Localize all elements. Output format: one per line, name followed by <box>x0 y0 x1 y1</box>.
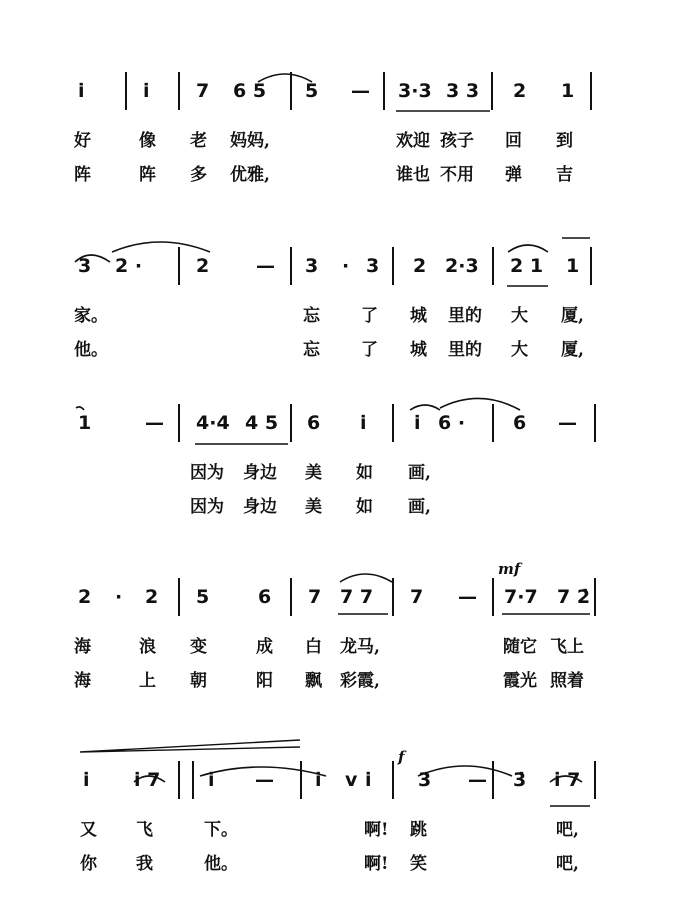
jianpu-note: — <box>145 412 164 434</box>
jianpu-note: 2·3 <box>445 255 479 277</box>
lyric-verse-2: 优雅, <box>230 165 270 185</box>
lyric-verse-2: 笑 <box>410 854 427 874</box>
lyric-verse-2: 他。 <box>204 854 238 874</box>
lyric-verse-1: 浪 <box>139 637 156 657</box>
slur <box>75 255 110 262</box>
lyric-verse-1: 又 <box>80 820 97 840</box>
jianpu-note: i̇ <box>414 412 421 434</box>
jianpu-note: 6 5 <box>233 80 267 102</box>
jianpu-note: 7 <box>410 586 424 608</box>
lyric-verse-1: 身边 <box>243 463 277 483</box>
lyric-verse-2: 身边 <box>243 497 277 517</box>
slur <box>340 574 392 582</box>
jianpu-note: v <box>345 769 358 791</box>
lyric-verse-2: 朝 <box>190 671 207 691</box>
crescendo-hairpin <box>80 740 300 752</box>
slur <box>112 242 210 252</box>
lyric-verse-2: 美 <box>305 497 322 517</box>
lyric-verse-1: 变 <box>190 637 207 657</box>
jianpu-note: 3·3 <box>398 80 432 102</box>
lyric-verse-2: 阳 <box>256 671 273 691</box>
lyric-verse-1: 城 <box>410 306 427 326</box>
lyric-verse-2: 如 <box>356 497 373 517</box>
slur <box>508 245 548 252</box>
jianpu-note: i̇ 7 <box>554 769 581 791</box>
jianpu-note: 2 <box>145 586 159 608</box>
jianpu-note: 3 <box>366 255 380 277</box>
lyric-verse-2: 厦, <box>561 340 584 360</box>
lyric-verse-1: 厦, <box>561 306 584 326</box>
lyric-verse-2: 大 <box>511 340 528 360</box>
jianpu-note: 3̇ <box>418 769 432 791</box>
slur <box>258 74 312 82</box>
lyric-verse-1: 飞上 <box>550 637 584 657</box>
lyric-verse-2: 照着 <box>550 671 584 691</box>
jianpu-note: — <box>255 769 274 791</box>
jianpu-note: 2 <box>413 255 427 277</box>
slur <box>134 776 165 782</box>
jianpu-note: 3 <box>78 255 92 277</box>
lyric-verse-1: 龙马, <box>340 637 380 657</box>
jianpu-note: 2 <box>196 255 210 277</box>
lyric-verse-2: 多 <box>190 165 207 185</box>
jianpu-note: 6 · <box>438 412 466 434</box>
jianpu-note: 7 <box>196 80 210 102</box>
jianpu-note: 7 7 <box>340 586 374 608</box>
jianpu-note: 7 <box>308 586 322 608</box>
jianpu-note: i̇ <box>83 769 90 791</box>
lyric-verse-1: 白 <box>305 637 322 657</box>
lyric-verse-2: 你 <box>80 854 97 874</box>
jianpu-note: 3 3 <box>446 80 480 102</box>
lyric-verse-2: 彩霞, <box>340 671 380 691</box>
lyric-verse-2: 啊! <box>364 854 389 874</box>
jianpu-note: — <box>351 80 370 102</box>
jianpu-note: 5 <box>196 586 210 608</box>
jianpu-note: i̇ 7 <box>134 769 161 791</box>
jianpu-note: 6 <box>513 412 527 434</box>
lyric-verse-2: 他。 <box>74 340 108 360</box>
jianpu-note: 5 <box>305 80 319 102</box>
lyric-verse-2: 谁也 <box>396 165 430 185</box>
jianpu-note: — <box>256 255 275 277</box>
lyric-verse-1: 海 <box>74 637 91 657</box>
lyric-verse-2: 阵 <box>139 165 156 185</box>
jianpu-note: 6 <box>307 412 321 434</box>
jianpu-note: · <box>115 586 123 608</box>
lyric-verse-2: 忘 <box>303 340 320 360</box>
lyric-verse-2: 弹 <box>505 165 522 185</box>
lyric-verse-1: 了 <box>361 306 378 326</box>
slur <box>418 766 512 776</box>
jianpu-note: 1 <box>561 80 575 102</box>
jianpu-note: 1 <box>566 255 580 277</box>
lyric-verse-1: 好 <box>74 131 91 151</box>
lyric-verse-2: 飘 <box>305 671 322 691</box>
jianpu-note: 3̇ <box>513 769 527 791</box>
lyric-verse-2: 霞光 <box>503 671 537 691</box>
dynamic-mark: mf <box>498 560 521 578</box>
slur <box>440 398 520 410</box>
lyric-verse-1: 随它 <box>503 637 537 657</box>
jianpu-note: i̇ <box>360 412 367 434</box>
lyric-verse-1: 到 <box>556 131 573 151</box>
lyric-verse-2: 吉 <box>556 165 573 185</box>
jianpu-note: 3 <box>305 255 319 277</box>
lyric-verse-1: 飞 <box>136 820 153 840</box>
lyric-verse-1: 如 <box>356 463 373 483</box>
jianpu-note: — <box>458 586 477 608</box>
lyric-verse-1: 啊! <box>364 820 389 840</box>
lyric-verse-2: 上 <box>139 671 156 691</box>
lyric-verse-2: 画, <box>408 497 431 517</box>
jianpu-note: 2 1 <box>510 255 544 277</box>
lyric-verse-1: 里的 <box>448 306 482 326</box>
jianpu-note: · <box>342 255 350 277</box>
jianpu-note: 7 2̇ <box>557 586 591 608</box>
lyric-verse-1: 妈妈, <box>230 131 270 151</box>
jianpu-note: 2 · <box>115 255 143 277</box>
lyric-verse-1: 因为 <box>190 463 224 483</box>
jianpu-note: i̇ <box>143 80 150 102</box>
lyric-verse-2: 里的 <box>448 340 482 360</box>
dynamic-mark: f <box>398 748 405 766</box>
slur <box>410 405 440 410</box>
jianpu-note: 2 <box>513 80 527 102</box>
lyric-verse-1: 家。 <box>74 306 108 326</box>
lyric-verse-1: 美 <box>305 463 322 483</box>
jianpu-note: — <box>558 412 577 434</box>
jianpu-note: i̇ <box>315 769 322 791</box>
jianpu-note: 6 <box>258 586 272 608</box>
lyric-verse-2: 我 <box>136 854 153 874</box>
slur <box>550 776 582 782</box>
lyric-verse-1: 吧, <box>556 820 579 840</box>
jianpu-note: i̇ <box>365 769 372 791</box>
jianpu-note: 4·4 <box>196 412 230 434</box>
lyric-verse-2: 阵 <box>74 165 91 185</box>
lyric-verse-2: 因为 <box>190 497 224 517</box>
lyric-verse-1: 老 <box>190 131 207 151</box>
jianpu-note: 4 5 <box>245 412 279 434</box>
jianpu-note: i̇ <box>208 769 215 791</box>
lyric-verse-2: 吧, <box>556 854 579 874</box>
lyric-verse-1: 画, <box>408 463 431 483</box>
slur <box>200 767 326 776</box>
jianpu-note: — <box>468 769 487 791</box>
lyric-verse-2: 了 <box>361 340 378 360</box>
jianpu-note: 2 <box>78 586 92 608</box>
lyric-verse-1: 像 <box>139 131 156 151</box>
lyric-verse-1: 欢迎 <box>396 131 430 151</box>
lyric-verse-2: 不用 <box>440 165 474 185</box>
lyric-verse-1: 忘 <box>303 306 320 326</box>
jianpu-note: 1 <box>78 412 92 434</box>
lyric-verse-1: 下。 <box>204 820 238 840</box>
jianpu-note: 7·7 <box>504 586 538 608</box>
lyric-verse-2: 海 <box>74 671 91 691</box>
lyric-verse-2: 城 <box>410 340 427 360</box>
lyric-verse-1: 回 <box>505 131 522 151</box>
tie <box>76 407 84 410</box>
lyric-verse-1: 成 <box>256 637 273 657</box>
lyric-verse-1: 跳 <box>410 820 427 840</box>
jianpu-note: i̇ <box>78 80 85 102</box>
lyric-verse-1: 大 <box>511 306 528 326</box>
lyric-verse-1: 孩子 <box>440 131 474 151</box>
